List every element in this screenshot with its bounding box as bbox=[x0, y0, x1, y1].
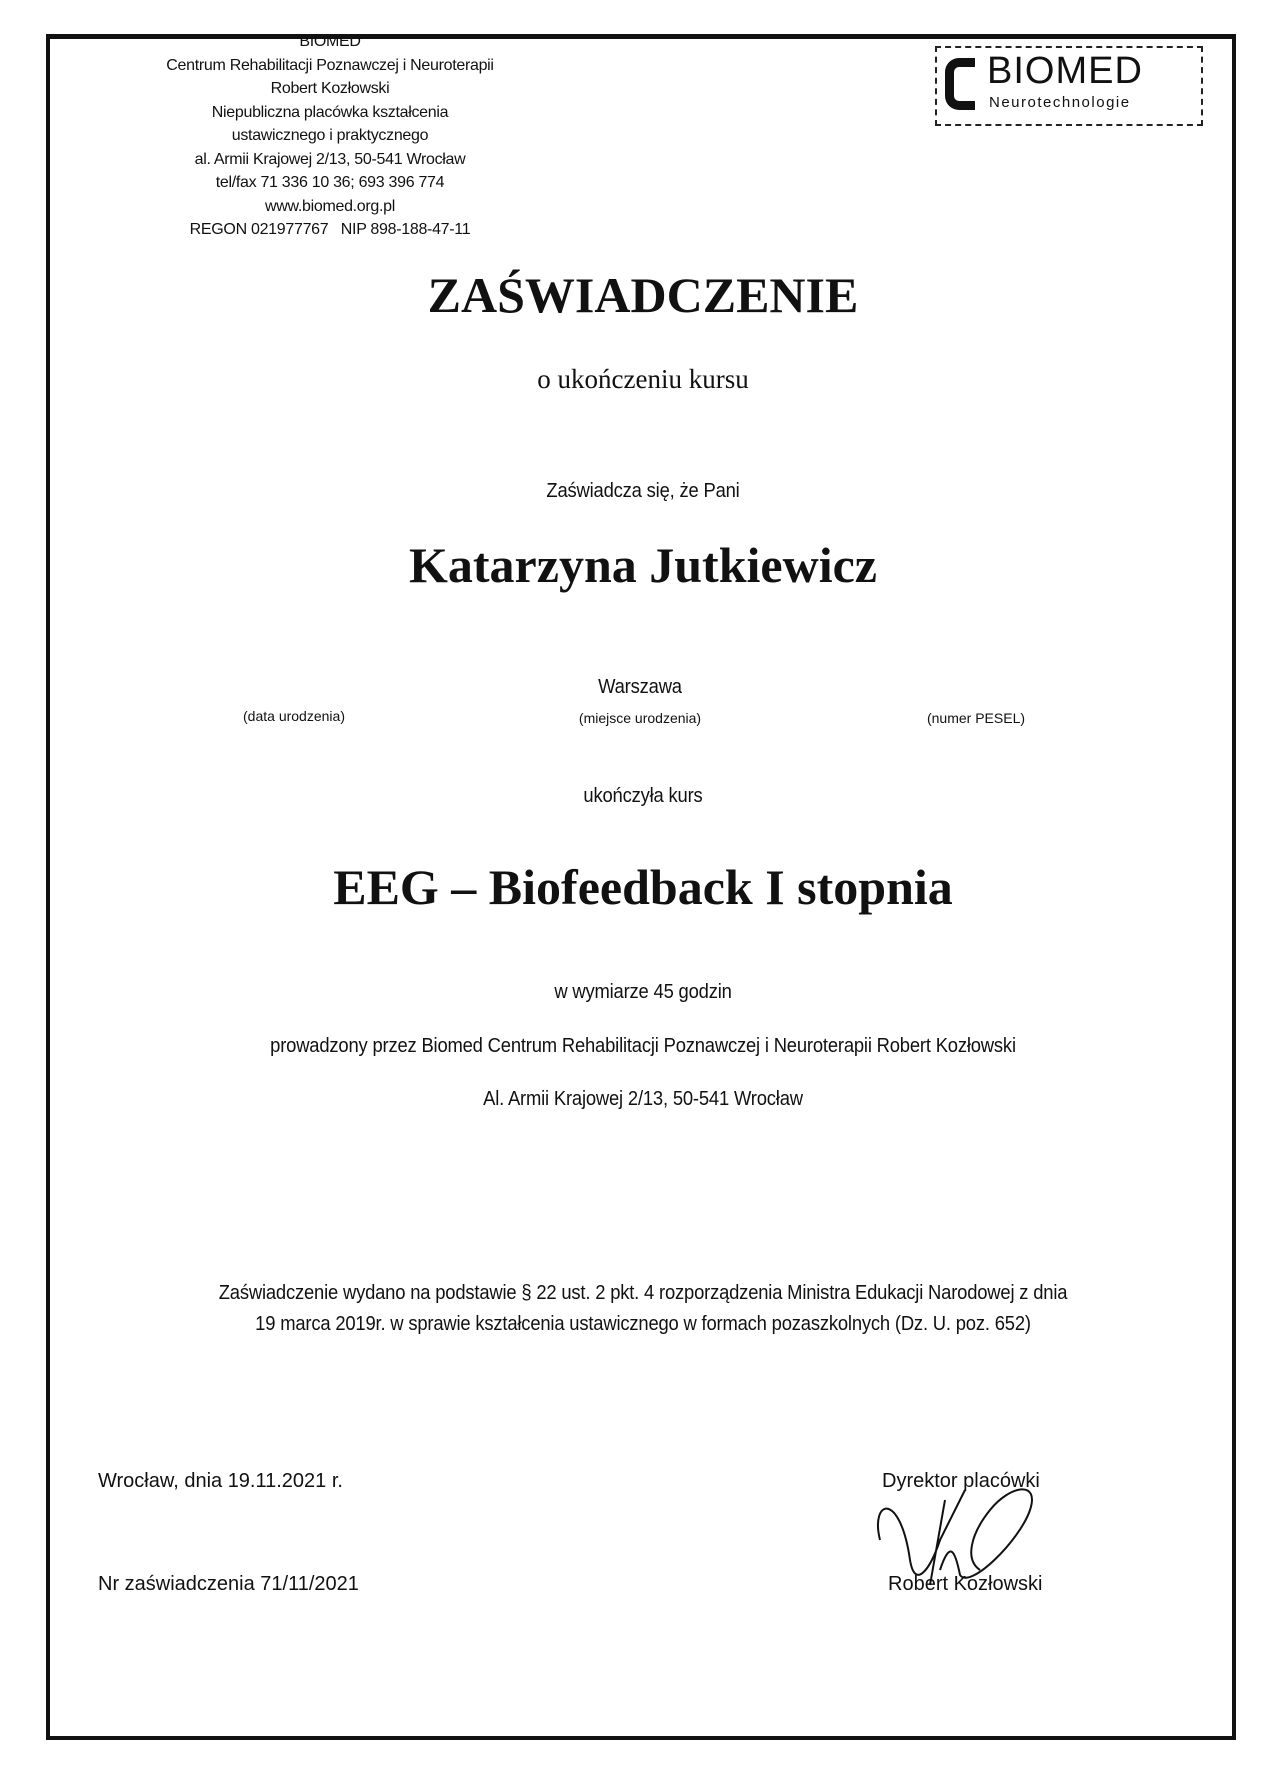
course-hours: w wymiarze 45 godzin bbox=[554, 981, 732, 1003]
certificate-number: Nr zaświadczenia 71/11/2021 bbox=[98, 1573, 359, 1595]
legal-basis-line: 19 marca 2019r. w sprawie kształcenia ustawicznego w formach pozaszkolnych (Dz. U. poz. 652) bbox=[255, 1313, 1031, 1335]
header-line: ustawicznego i praktycznego bbox=[231, 127, 429, 144]
course-organizer: prowadzony przez Biomed Centrum Rehabilitacji Poznawczej i Neuroterapii Robert Kozłowski bbox=[270, 1035, 1016, 1057]
document-title: ZAŚWIADCZENIE bbox=[427, 267, 859, 323]
legal-basis-line: Zaświadczenie wydano na podstawie § 22 ust. 2 pkt. 4 rozporządzenia Ministra Edukacji Narodowej z dnia bbox=[218, 1282, 1068, 1304]
header-line: Robert Kozłowski bbox=[270, 80, 390, 97]
pesel-label: (numer PESEL) bbox=[926, 710, 1026, 726]
completed-text: ukończyła kurs bbox=[583, 785, 703, 807]
course-name: EEG – Biofeedback I stopnia bbox=[333, 859, 953, 915]
header-line: Niepubliczna placówka kształcenia bbox=[211, 103, 449, 121]
biomed-logo bbox=[935, 46, 1203, 126]
organizer-address: Al. Armii Krajowej 2/13, 50-541 Wrocław bbox=[483, 1088, 803, 1110]
director-title: Dyrektor placówki bbox=[882, 1470, 1040, 1492]
birth-place-label: (miejsce urodzenia) bbox=[578, 710, 702, 726]
header-line: www.biomed.org.pl bbox=[264, 197, 396, 215]
certifies-text: Zaświadcza się, że Pani bbox=[546, 480, 740, 502]
logo-tagline: Neurotechnologie bbox=[989, 94, 1131, 111]
header-line: BIOMED bbox=[299, 33, 361, 50]
place-and-date: Wrocław, dnia 19.11.2021 r. bbox=[98, 1470, 343, 1492]
logo-name: BIOMED bbox=[987, 50, 1143, 92]
director-name: Robert Kozłowski bbox=[888, 1573, 1043, 1595]
birth-place-value: Warszawa bbox=[598, 676, 682, 698]
birth-date-label: (data urodzenia) bbox=[243, 708, 345, 724]
header-line: tel/fax 71 336 10 36; 693 396 774 bbox=[215, 174, 445, 191]
institution-header bbox=[166, 30, 493, 242]
header-line: Centrum Rehabilitacji Poznawczej i Neuroterapii bbox=[166, 56, 494, 74]
person-name: Katarzyna Jutkiewicz bbox=[409, 537, 877, 593]
document-subtitle: o ukończeniu kursu bbox=[537, 364, 749, 394]
header-line: al. Armii Krajowej 2/13, 50-541 Wrocław bbox=[194, 150, 466, 168]
head-profile-icon bbox=[945, 58, 975, 110]
header-line: REGON 021977767 NIP 898-188-47-11 bbox=[189, 221, 471, 238]
